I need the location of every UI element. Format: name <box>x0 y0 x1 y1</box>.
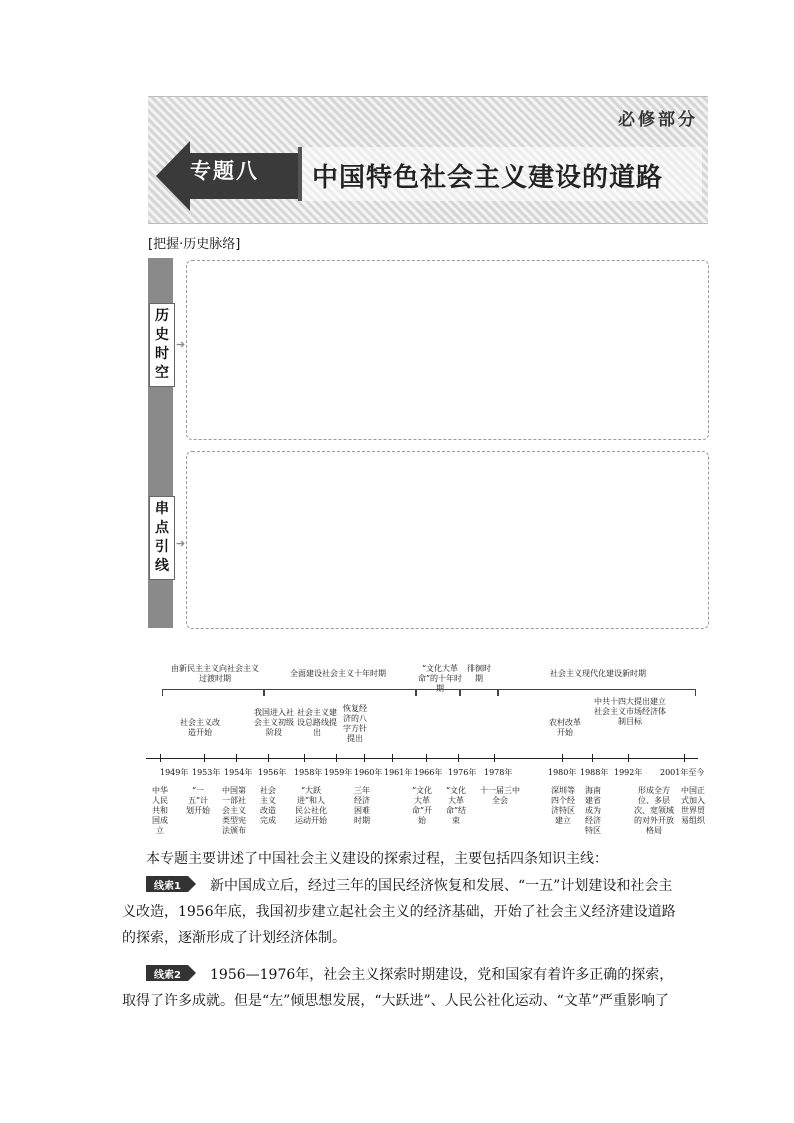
period-label: 社会主义现代化建设新时期 <box>550 669 646 678</box>
connect-clues-box <box>186 451 709 629</box>
timeline-event-above: 恢复经济的八字方针提出 <box>343 704 367 743</box>
year-label: 1956年 <box>258 768 287 777</box>
timeline-event-below: “大跃进”和人民公社化运动开始 <box>295 786 327 825</box>
axis-tick <box>592 754 593 762</box>
year-label: 1978年 <box>484 768 513 777</box>
year-label: 1980年 <box>548 768 577 777</box>
timeline-axis <box>146 758 698 759</box>
year-label: 1959年 <box>324 768 353 777</box>
year-label: 2001年至今 <box>660 768 705 777</box>
period-label: 徘徊时期 <box>467 664 491 683</box>
timeline-event-below: “文化大革命”开始 <box>411 786 433 825</box>
axis-tick <box>628 754 629 762</box>
timeline-event-below: 海南建省成为经济特区 <box>585 786 601 835</box>
period-bracket <box>162 689 264 696</box>
axis-tick <box>304 754 305 762</box>
timeline-event-below: “一五”计划开始 <box>186 786 210 815</box>
year-label: 1976年 <box>448 768 477 777</box>
period-label: 由新民主主义向社会主义过渡时期 <box>171 664 259 683</box>
banner-corner-label: 必修部分 <box>618 110 698 130</box>
year-label: 1992年 <box>614 768 643 777</box>
year-label: 1988年 <box>580 768 609 777</box>
timeline-event-below: 中国正式加入世界贸易组织 <box>681 786 705 825</box>
axis-tick <box>392 754 393 762</box>
timeline-event-above: 我国进入社会主义初级阶段 <box>254 708 294 737</box>
tab-label-text: 历史时空 <box>155 308 169 381</box>
period-bracket <box>460 689 498 696</box>
timeline-event-above: 中共十四大提出建立社会主义市场经济体制目标 <box>594 697 666 726</box>
chapter-banner <box>148 96 708 224</box>
axis-tick <box>364 754 365 762</box>
arrow-right-icon: ➔ <box>176 537 186 550</box>
period-bracket <box>498 689 696 696</box>
chapter-tag: 专题八 <box>190 159 259 183</box>
section-label: [把握·历史脉络] <box>148 237 241 252</box>
timeline-event-above: 社会主义改造开始 <box>180 718 220 737</box>
timeline-event-below: 中国第一部社会主义类型宪法颁布 <box>222 786 246 835</box>
tab-label-text: 串点引线 <box>155 501 169 574</box>
axis-tick <box>160 754 161 762</box>
tab-history-space <box>149 303 175 387</box>
year-label: 1961年 <box>384 768 413 777</box>
axis-tick <box>236 754 237 762</box>
timeline-event-below: 深圳等四个经济特区建立 <box>551 786 575 825</box>
history-space-box <box>186 260 709 440</box>
period-label: “文化大革命”的十年时期 <box>417 664 463 693</box>
axis-tick <box>426 754 427 762</box>
year-label: 1954年 <box>224 768 253 777</box>
tab-connect-clues <box>149 496 175 580</box>
timeline-event-below: 社会主义改造完成 <box>260 786 276 825</box>
year-label: 1953年 <box>192 768 221 777</box>
timeline-event-below: 十一届三中全会 <box>480 786 520 805</box>
axis-tick <box>562 754 563 762</box>
axis-tick <box>494 754 495 762</box>
chapter-title: 中国特色社会主义建设的道路 <box>312 163 664 193</box>
axis-tick <box>268 754 269 762</box>
period-bracket <box>416 689 460 696</box>
clue-2-tag: 线索2 <box>154 970 181 981</box>
year-label: 1966年 <box>414 768 443 777</box>
axis-tick <box>458 754 459 762</box>
arrow-right-icon: ➔ <box>176 338 186 351</box>
timeline-event-above: 社会主义建设总路线提出 <box>297 708 337 737</box>
intro-paragraph: 本专题主要讲述了中国社会主义建设的探索过程，主要包括四条知识主线： <box>146 851 608 867</box>
timeline-event-below: 形成全方位、多层次、宽领域的对外开放格局 <box>634 786 674 835</box>
clue-1-text: 新中国成立后，经过三年的国民经济恢复和发展、“一五”计划建设和社会主义改造，1956年底，我国初步建立起社会主义的经济基础，开始了社会主义经济建设道路的探索，逐渐形成了计划经济体制。 <box>122 878 676 946</box>
period-bracket <box>264 689 416 696</box>
timeline-event-below: 中华人民共和国成立 <box>152 786 168 835</box>
clue-1-tag: 线索1 <box>154 881 181 892</box>
timeline-event-below: “文化大革命”结束 <box>445 786 467 825</box>
year-label: 1960年 <box>354 768 383 777</box>
timeline-event-above: 农村改革开始 <box>549 718 581 737</box>
timeline-event-below: 三年经济困难时期 <box>354 786 370 825</box>
year-label: 1958年 <box>294 768 323 777</box>
axis-tick <box>684 754 685 762</box>
year-label: 1949年 <box>160 768 189 777</box>
clue-2-text: 1956—1976年，社会主义探索时期建设，党和国家有着许多正确的探索，取得了许多成就。但是“左”倾思想发展，“大跃进”、人民公社化运动、“文革”严重影响了 <box>122 967 674 1009</box>
axis-tick <box>336 754 337 762</box>
period-label: 全面建设社会主义十年时期 <box>290 669 386 678</box>
axis-tick <box>204 754 205 762</box>
